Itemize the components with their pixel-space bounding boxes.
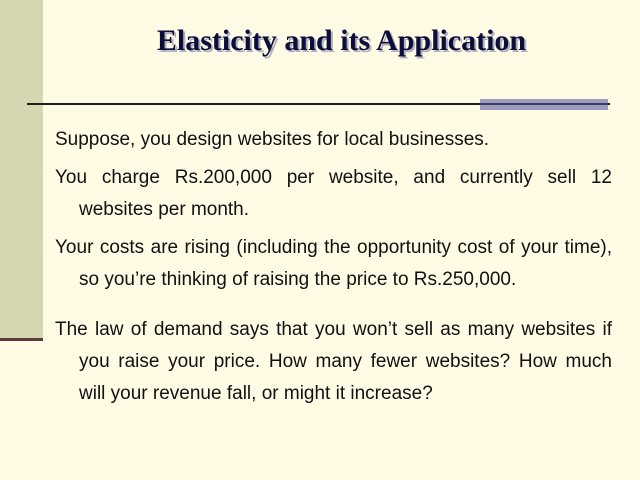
body-paragraph: The law of demand says that you won’t sell as many websites if you raise your price. How many fewer websites? How much will your revenue fall, or might it increase? [55,319,612,404]
title-rule-accent-line [480,103,608,105]
slide-title: Elasticity and its Application [156,24,527,57]
body-paragraph: Your costs are rising (including the opportunity cost of your time), so you’re thinking of raising the price to Rs.250,000. [55,237,612,290]
body-paragraph: Suppose, you design websites for local businesses. [55,129,490,150]
slide-body [55,124,612,416]
left-decorative-bar [0,0,43,340]
left-bar-accent-line [0,338,43,341]
body-paragraph: You charge Rs.200,000 per website, and currently sell 12 websites per month. [55,167,612,220]
